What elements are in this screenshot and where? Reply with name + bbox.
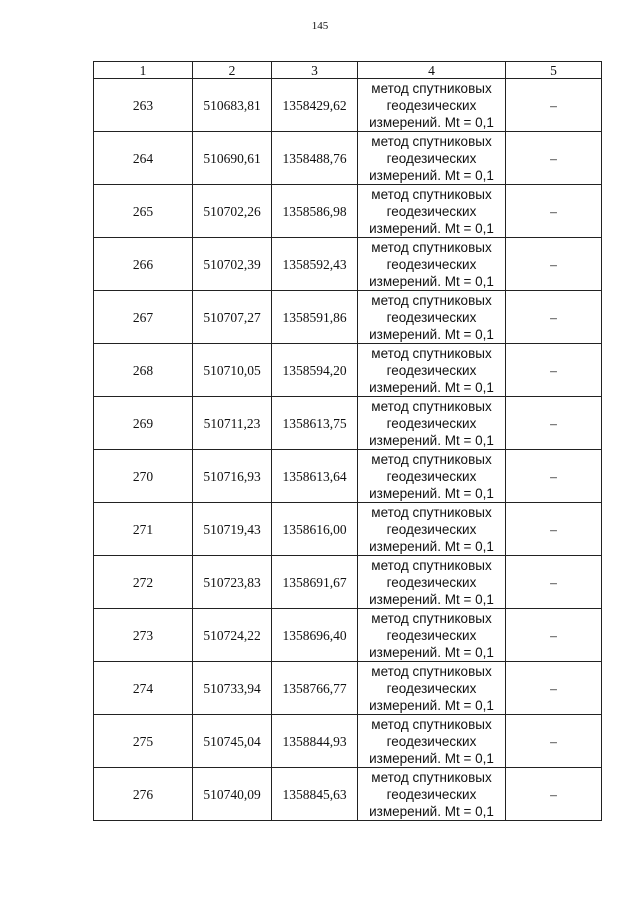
y-coordinate-cell: 1358845,63 <box>272 768 358 821</box>
note-cell: – <box>506 609 602 662</box>
x-coordinate-cell: 510745,04 <box>193 715 272 768</box>
method-line-3: измерений. Mt = 0,1 <box>369 167 494 183</box>
method-line-2: геодезических <box>386 786 477 802</box>
note-cell: – <box>506 79 602 132</box>
method-line-1: метод спутниковых <box>371 716 492 732</box>
method-line-1: метод спутниковых <box>371 610 492 626</box>
coordinates-table <box>93 61 602 821</box>
method-line-3: измерений. Mt = 0,1 <box>369 538 494 554</box>
x-coordinate-cell: 510707,27 <box>193 291 272 344</box>
table-header-row <box>94 62 602 79</box>
table-row <box>94 291 602 344</box>
method-line-1: метод спутниковых <box>371 398 492 414</box>
y-coordinate-cell: 1358616,00 <box>272 503 358 556</box>
method-line-2: геодезических <box>386 468 477 484</box>
method-cell <box>358 185 506 238</box>
method-cell <box>358 503 506 556</box>
method-line-1: метод спутниковых <box>371 186 492 202</box>
method-line-3: измерений. Mt = 0,1 <box>369 432 494 448</box>
table-row <box>94 79 602 132</box>
y-coordinate-cell: 1358844,93 <box>272 715 358 768</box>
y-coordinate-cell: 1358592,43 <box>272 238 358 291</box>
note-cell: – <box>506 344 602 397</box>
page-number: 145 <box>311 20 329 32</box>
point-number-cell: 268 <box>94 344 193 397</box>
method-cell <box>358 238 506 291</box>
point-number-cell: 264 <box>94 132 193 185</box>
table-row <box>94 185 602 238</box>
x-coordinate-cell: 510723,83 <box>193 556 272 609</box>
point-number-cell: 266 <box>94 238 193 291</box>
table-row <box>94 609 602 662</box>
table-body <box>94 79 602 821</box>
x-coordinate-cell: 510683,81 <box>193 79 272 132</box>
x-coordinate-cell: 510710,05 <box>193 344 272 397</box>
table-row <box>94 344 602 397</box>
method-line-2: геодезических <box>386 627 477 643</box>
method-cell <box>358 609 506 662</box>
method-line-3: измерений. Mt = 0,1 <box>369 326 494 342</box>
method-line-2: геодезических <box>386 574 477 590</box>
method-line-1: метод спутниковых <box>371 504 492 520</box>
table-row <box>94 715 602 768</box>
method-cell <box>358 344 506 397</box>
method-line-3: измерений. Mt = 0,1 <box>369 644 494 660</box>
table-row <box>94 768 602 821</box>
method-cell <box>358 397 506 450</box>
header-col-1: 1 <box>94 62 193 79</box>
method-cell <box>358 291 506 344</box>
note-cell: – <box>506 768 602 821</box>
method-line-3: измерений. Mt = 0,1 <box>369 114 494 130</box>
method-line-3: измерений. Mt = 0,1 <box>369 273 494 289</box>
method-cell <box>358 132 506 185</box>
x-coordinate-cell: 510716,93 <box>193 450 272 503</box>
note-cell: – <box>506 450 602 503</box>
method-line-2: геодезических <box>386 415 477 431</box>
method-line-2: геодезических <box>386 733 477 749</box>
header-col-5: 5 <box>506 62 602 79</box>
point-number-cell: 270 <box>94 450 193 503</box>
method-line-3: измерений. Mt = 0,1 <box>369 697 494 713</box>
method-cell <box>358 662 506 715</box>
method-cell <box>358 450 506 503</box>
header-col-3: 3 <box>272 62 358 79</box>
method-line-3: измерений. Mt = 0,1 <box>369 750 494 766</box>
note-cell: – <box>506 185 602 238</box>
method-cell <box>358 715 506 768</box>
x-coordinate-cell: 510719,43 <box>193 503 272 556</box>
method-line-1: метод спутниковых <box>371 769 492 785</box>
x-coordinate-cell: 510724,22 <box>193 609 272 662</box>
point-number-cell: 267 <box>94 291 193 344</box>
method-line-2: геодезических <box>386 150 477 166</box>
y-coordinate-cell: 1358594,20 <box>272 344 358 397</box>
method-line-2: геодезических <box>386 309 477 325</box>
header-col-4: 4 <box>358 62 506 79</box>
x-coordinate-cell: 510711,23 <box>193 397 272 450</box>
table-row <box>94 132 602 185</box>
point-number-cell: 272 <box>94 556 193 609</box>
x-coordinate-cell: 510740,09 <box>193 768 272 821</box>
table-row <box>94 238 602 291</box>
note-cell: – <box>506 397 602 450</box>
point-number-cell: 276 <box>94 768 193 821</box>
method-cell <box>358 556 506 609</box>
header-col-2: 2 <box>193 62 272 79</box>
y-coordinate-cell: 1358691,67 <box>272 556 358 609</box>
point-number-cell: 263 <box>94 79 193 132</box>
y-coordinate-cell: 1358696,40 <box>272 609 358 662</box>
method-line-3: измерений. Mt = 0,1 <box>369 485 494 501</box>
x-coordinate-cell: 510733,94 <box>193 662 272 715</box>
table-row <box>94 503 602 556</box>
method-line-1: метод спутниковых <box>371 239 492 255</box>
method-line-1: метод спутниковых <box>371 133 492 149</box>
note-cell: – <box>506 662 602 715</box>
method-line-2: геодезических <box>386 680 477 696</box>
method-cell <box>358 768 506 821</box>
table-row <box>94 556 602 609</box>
note-cell: – <box>506 556 602 609</box>
point-number-cell: 271 <box>94 503 193 556</box>
note-cell: – <box>506 291 602 344</box>
y-coordinate-cell: 1358488,76 <box>272 132 358 185</box>
point-number-cell: 275 <box>94 715 193 768</box>
method-line-1: метод спутниковых <box>371 80 492 96</box>
table-row <box>94 450 602 503</box>
method-line-2: геодезических <box>386 203 477 219</box>
method-line-2: геодезических <box>386 97 477 113</box>
method-line-1: метод спутниковых <box>371 292 492 308</box>
point-number-cell: 274 <box>94 662 193 715</box>
method-line-3: измерений. Mt = 0,1 <box>369 591 494 607</box>
method-line-1: метод спутниковых <box>371 451 492 467</box>
y-coordinate-cell: 1358766,77 <box>272 662 358 715</box>
note-cell: – <box>506 238 602 291</box>
y-coordinate-cell: 1358613,75 <box>272 397 358 450</box>
x-coordinate-cell: 510702,26 <box>193 185 272 238</box>
method-line-3: измерений. Mt = 0,1 <box>369 220 494 236</box>
note-cell: – <box>506 503 602 556</box>
method-line-2: геодезических <box>386 521 477 537</box>
method-line-3: измерений. Mt = 0,1 <box>369 379 494 395</box>
y-coordinate-cell: 1358613,64 <box>272 450 358 503</box>
method-cell <box>358 79 506 132</box>
point-number-cell: 269 <box>94 397 193 450</box>
table-row <box>94 397 602 450</box>
point-number-cell: 273 <box>94 609 193 662</box>
method-line-3: измерений. Mt = 0,1 <box>369 803 494 819</box>
table-row <box>94 662 602 715</box>
y-coordinate-cell: 1358586,98 <box>272 185 358 238</box>
y-coordinate-cell: 1358429,62 <box>272 79 358 132</box>
x-coordinate-cell: 510702,39 <box>193 238 272 291</box>
method-line-2: геодезических <box>386 362 477 378</box>
note-cell: – <box>506 715 602 768</box>
x-coordinate-cell: 510690,61 <box>193 132 272 185</box>
note-cell: – <box>506 132 602 185</box>
method-line-1: метод спутниковых <box>371 663 492 679</box>
method-line-2: геодезических <box>386 256 477 272</box>
point-number-cell: 265 <box>94 185 193 238</box>
method-line-1: метод спутниковых <box>371 345 492 361</box>
method-line-1: метод спутниковых <box>371 557 492 573</box>
y-coordinate-cell: 1358591,86 <box>272 291 358 344</box>
